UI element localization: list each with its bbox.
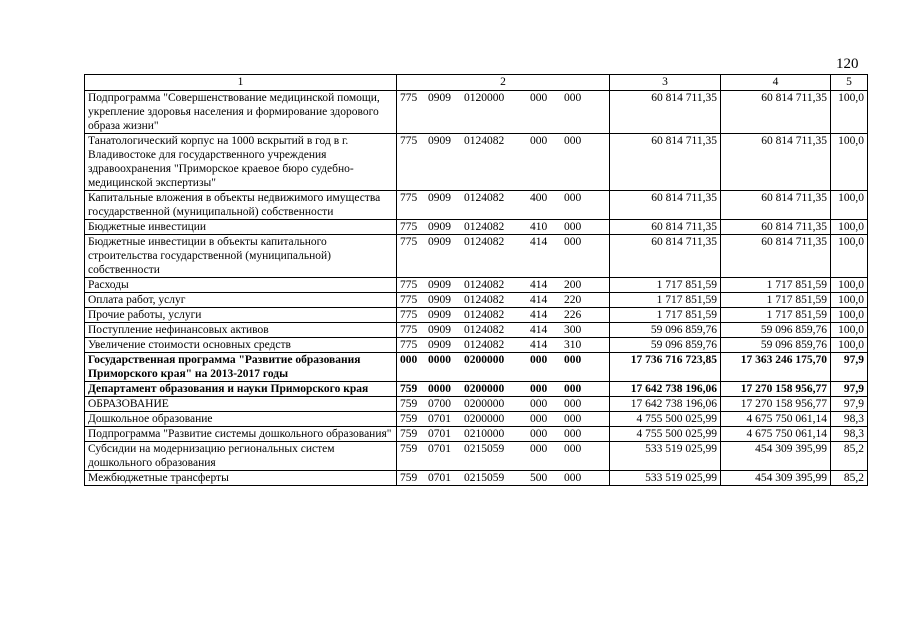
row-code-5: 000 bbox=[564, 221, 582, 233]
row-percent: 100,0 bbox=[831, 278, 868, 293]
row-value-3: 1 717 851,59 bbox=[610, 308, 721, 323]
row-code-1: 759 bbox=[400, 398, 418, 410]
row-percent: 85,2 bbox=[831, 442, 868, 471]
row-code-2: 0701 bbox=[428, 472, 451, 484]
budget-table bbox=[84, 74, 868, 486]
row-value-4: 1 717 851,59 bbox=[721, 278, 831, 293]
row-code-5: 310 bbox=[564, 339, 582, 351]
row-name: Государственная программа "Развитие образования Приморского края" на 2013-2017 годы bbox=[85, 353, 397, 382]
row-percent: 100,0 bbox=[831, 220, 868, 235]
table-row bbox=[85, 278, 868, 293]
table-row bbox=[85, 323, 868, 338]
row-code-1: 775 bbox=[400, 339, 418, 351]
row-percent: 100,0 bbox=[831, 293, 868, 308]
row-percent: 100,0 bbox=[831, 91, 868, 134]
row-codes bbox=[397, 412, 610, 427]
row-code-5: 000 bbox=[564, 443, 582, 455]
row-code-5: 220 bbox=[564, 294, 582, 306]
row-code-2: 0909 bbox=[428, 236, 451, 248]
row-code-3: 0215059 bbox=[464, 472, 505, 484]
row-code-4: 000 bbox=[530, 92, 548, 104]
row-code-4: 414 bbox=[530, 339, 548, 351]
row-codes bbox=[397, 353, 610, 382]
row-name: Оплата работ, услуг bbox=[85, 293, 397, 308]
row-code-1: 759 bbox=[400, 443, 418, 455]
row-value-3: 60 814 711,35 bbox=[610, 134, 721, 191]
row-name: Капитальные вложения в объекты недвижимого имущества государственной (муниципальной) собственности bbox=[85, 191, 397, 220]
row-name: Департамент образования и науки Приморского края bbox=[85, 382, 397, 397]
row-code-3: 0200000 bbox=[464, 398, 505, 410]
row-value-4: 59 096 859,76 bbox=[721, 338, 831, 353]
row-value-3: 17 642 738 196,06 bbox=[610, 382, 721, 397]
row-percent: 100,0 bbox=[831, 134, 868, 191]
row-code-3: 0124082 bbox=[464, 294, 505, 306]
row-code-3: 0210000 bbox=[464, 428, 505, 440]
row-value-3: 60 814 711,35 bbox=[610, 191, 721, 220]
row-value-4: 17 270 158 956,77 bbox=[721, 382, 831, 397]
column-header-3: 3 bbox=[610, 75, 721, 91]
row-value-4: 4 675 750 061,14 bbox=[721, 427, 831, 442]
row-code-1: 775 bbox=[400, 324, 418, 336]
row-percent: 100,0 bbox=[831, 308, 868, 323]
row-percent: 100,0 bbox=[831, 323, 868, 338]
row-code-4: 000 bbox=[530, 383, 548, 395]
row-percent: 97,9 bbox=[831, 397, 868, 412]
row-code-1: 775 bbox=[400, 221, 418, 233]
row-percent: 100,0 bbox=[831, 235, 868, 278]
row-code-3: 0200000 bbox=[464, 383, 505, 395]
row-value-4: 1 717 851,59 bbox=[721, 293, 831, 308]
row-codes bbox=[397, 235, 610, 278]
row-name: Межбюджетные трансферты bbox=[85, 471, 397, 486]
row-codes bbox=[397, 323, 610, 338]
row-value-3: 17 736 716 723,85 bbox=[610, 353, 721, 382]
row-code-3: 0124082 bbox=[464, 135, 505, 147]
row-percent: 97,9 bbox=[831, 382, 868, 397]
row-value-4: 4 675 750 061,14 bbox=[721, 412, 831, 427]
row-code-3: 0124082 bbox=[464, 192, 505, 204]
row-value-4: 60 814 711,35 bbox=[721, 91, 831, 134]
row-code-2: 0909 bbox=[428, 279, 451, 291]
row-code-3: 0124082 bbox=[464, 236, 505, 248]
row-value-4: 60 814 711,35 bbox=[721, 235, 831, 278]
row-value-3: 60 814 711,35 bbox=[610, 235, 721, 278]
row-value-3: 1 717 851,59 bbox=[610, 293, 721, 308]
row-name: Прочие работы, услуги bbox=[85, 308, 397, 323]
column-header-1: 1 bbox=[85, 75, 397, 91]
row-code-4: 410 bbox=[530, 221, 548, 233]
row-name: ОБРАЗОВАНИЕ bbox=[85, 397, 397, 412]
row-code-1: 775 bbox=[400, 279, 418, 291]
row-value-3: 533 519 025,99 bbox=[610, 471, 721, 486]
row-code-5: 000 bbox=[564, 92, 582, 104]
row-code-3: 0124082 bbox=[464, 339, 505, 351]
row-value-4: 60 814 711,35 bbox=[721, 191, 831, 220]
row-code-4: 414 bbox=[530, 236, 548, 248]
row-code-3: 0200000 bbox=[464, 413, 505, 425]
table-header-row bbox=[85, 75, 868, 91]
row-codes bbox=[397, 134, 610, 191]
row-name: Бюджетные инвестиции в объекты капитального строительства государственной (муниципальной) собственности bbox=[85, 235, 397, 278]
row-code-1: 775 bbox=[400, 92, 418, 104]
row-code-4: 414 bbox=[530, 294, 548, 306]
row-code-4: 414 bbox=[530, 324, 548, 336]
table-row bbox=[85, 191, 868, 220]
row-code-1: 775 bbox=[400, 192, 418, 204]
table-row bbox=[85, 353, 868, 382]
row-code-5: 000 bbox=[564, 428, 582, 440]
row-value-3: 17 642 738 196,06 bbox=[610, 397, 721, 412]
row-name: Расходы bbox=[85, 278, 397, 293]
row-value-4: 17 363 246 175,70 bbox=[721, 353, 831, 382]
row-percent: 98,3 bbox=[831, 427, 868, 442]
table-body bbox=[85, 91, 868, 486]
row-value-3: 4 755 500 025,99 bbox=[610, 412, 721, 427]
row-value-3: 59 096 859,76 bbox=[610, 323, 721, 338]
row-value-3: 60 814 711,35 bbox=[610, 220, 721, 235]
column-header-4: 4 bbox=[721, 75, 831, 91]
row-name: Субсидии на модернизацию региональных систем дошкольного образования bbox=[85, 442, 397, 471]
row-code-5: 000 bbox=[564, 236, 582, 248]
row-code-4: 414 bbox=[530, 279, 548, 291]
row-code-2: 0909 bbox=[428, 92, 451, 104]
column-header-5: 5 bbox=[831, 75, 868, 91]
row-code-1: 775 bbox=[400, 135, 418, 147]
row-code-2: 0701 bbox=[428, 428, 451, 440]
row-code-5: 000 bbox=[564, 383, 582, 395]
row-value-3: 4 755 500 025,99 bbox=[610, 427, 721, 442]
row-value-4: 1 717 851,59 bbox=[721, 308, 831, 323]
row-code-5: 000 bbox=[564, 135, 582, 147]
table-row bbox=[85, 134, 868, 191]
row-code-1: 775 bbox=[400, 236, 418, 248]
table-row bbox=[85, 308, 868, 323]
row-code-2: 0000 bbox=[428, 383, 451, 395]
table-row bbox=[85, 427, 868, 442]
row-code-5: 000 bbox=[564, 354, 582, 366]
row-value-3: 1 717 851,59 bbox=[610, 278, 721, 293]
row-code-4: 000 bbox=[530, 135, 548, 147]
row-code-4: 000 bbox=[530, 428, 548, 440]
row-codes bbox=[397, 308, 610, 323]
row-name: Дошкольное образование bbox=[85, 412, 397, 427]
row-code-2: 0700 bbox=[428, 398, 451, 410]
row-codes bbox=[397, 397, 610, 412]
row-percent: 85,2 bbox=[831, 471, 868, 486]
row-code-4: 000 bbox=[530, 398, 548, 410]
row-value-3: 59 096 859,76 bbox=[610, 338, 721, 353]
row-code-1: 775 bbox=[400, 294, 418, 306]
row-value-3: 533 519 025,99 bbox=[610, 442, 721, 471]
row-code-2: 0909 bbox=[428, 221, 451, 233]
row-code-3: 0124082 bbox=[464, 324, 505, 336]
column-header-2: 2 bbox=[397, 75, 610, 91]
row-code-2: 0000 bbox=[428, 354, 451, 366]
row-code-2: 0909 bbox=[428, 192, 451, 204]
row-code-4: 500 bbox=[530, 472, 548, 484]
row-code-4: 000 bbox=[530, 443, 548, 455]
table-row bbox=[85, 442, 868, 471]
row-code-1: 000 bbox=[400, 354, 418, 366]
row-codes bbox=[397, 338, 610, 353]
row-codes bbox=[397, 91, 610, 134]
row-code-5: 000 bbox=[564, 413, 582, 425]
row-percent: 100,0 bbox=[831, 191, 868, 220]
table-row bbox=[85, 220, 868, 235]
row-code-3: 0120000 bbox=[464, 92, 505, 104]
row-name: Увеличение стоимости основных средств bbox=[85, 338, 397, 353]
row-value-4: 59 096 859,76 bbox=[721, 323, 831, 338]
row-code-4: 400 bbox=[530, 192, 548, 204]
row-value-4: 60 814 711,35 bbox=[721, 134, 831, 191]
row-code-4: 000 bbox=[530, 413, 548, 425]
table-row bbox=[85, 293, 868, 308]
row-code-2: 0909 bbox=[428, 324, 451, 336]
table-row bbox=[85, 412, 868, 427]
row-code-2: 0909 bbox=[428, 135, 451, 147]
row-codes bbox=[397, 191, 610, 220]
row-code-2: 0701 bbox=[428, 443, 451, 455]
row-codes bbox=[397, 278, 610, 293]
row-code-1: 775 bbox=[400, 309, 418, 321]
row-codes bbox=[397, 442, 610, 471]
row-value-4: 60 814 711,35 bbox=[721, 220, 831, 235]
row-code-4: 414 bbox=[530, 309, 548, 321]
row-code-5: 000 bbox=[564, 472, 582, 484]
row-code-5: 300 bbox=[564, 324, 582, 336]
row-value-4: 17 270 158 956,77 bbox=[721, 397, 831, 412]
table-row bbox=[85, 91, 868, 134]
row-value-3: 60 814 711,35 bbox=[610, 91, 721, 134]
row-code-2: 0909 bbox=[428, 309, 451, 321]
row-code-4: 000 bbox=[530, 354, 548, 366]
row-code-2: 0909 bbox=[428, 339, 451, 351]
row-name: Подпрограмма "Совершенствование медицинской помощи, укрепление здоровья населения и формирование здорового образа жизни" bbox=[85, 91, 397, 134]
row-codes bbox=[397, 427, 610, 442]
row-code-1: 759 bbox=[400, 428, 418, 440]
row-code-3: 0124082 bbox=[464, 309, 505, 321]
row-name: Поступление нефинансовых активов bbox=[85, 323, 397, 338]
row-codes bbox=[397, 382, 610, 397]
table-row bbox=[85, 382, 868, 397]
row-code-5: 200 bbox=[564, 279, 582, 291]
row-code-1: 759 bbox=[400, 413, 418, 425]
row-code-2: 0909 bbox=[428, 294, 451, 306]
row-codes bbox=[397, 293, 610, 308]
row-code-1: 759 bbox=[400, 472, 418, 484]
row-value-4: 454 309 395,99 bbox=[721, 442, 831, 471]
row-percent: 100,0 bbox=[831, 338, 868, 353]
row-percent: 97,9 bbox=[831, 353, 868, 382]
row-name: Бюджетные инвестиции bbox=[85, 220, 397, 235]
row-code-3: 0200000 bbox=[464, 354, 505, 366]
row-code-3: 0124082 bbox=[464, 221, 505, 233]
row-code-1: 759 bbox=[400, 383, 418, 395]
row-name: Танатологический корпус на 1000 вскрытий в год в г. Владивостоке для государственного учреждения здравоохранения "Приморское краевое бюро судебно-медицинской экспертизы" bbox=[85, 134, 397, 191]
row-code-2: 0701 bbox=[428, 413, 451, 425]
row-code-5: 226 bbox=[564, 309, 582, 321]
table-row bbox=[85, 235, 868, 278]
row-code-5: 000 bbox=[564, 192, 582, 204]
row-codes bbox=[397, 471, 610, 486]
row-codes bbox=[397, 220, 610, 235]
table-row bbox=[85, 397, 868, 412]
row-code-3: 0215059 bbox=[464, 443, 505, 455]
row-code-5: 000 bbox=[564, 398, 582, 410]
row-name: Подпрограмма "Развитие системы дошкольного образования" bbox=[85, 427, 397, 442]
row-value-4: 454 309 395,99 bbox=[721, 471, 831, 486]
row-code-3: 0124082 bbox=[464, 279, 505, 291]
table-row bbox=[85, 338, 868, 353]
page-number: 120 bbox=[836, 56, 859, 72]
table-row bbox=[85, 471, 868, 486]
row-percent: 98,3 bbox=[831, 412, 868, 427]
